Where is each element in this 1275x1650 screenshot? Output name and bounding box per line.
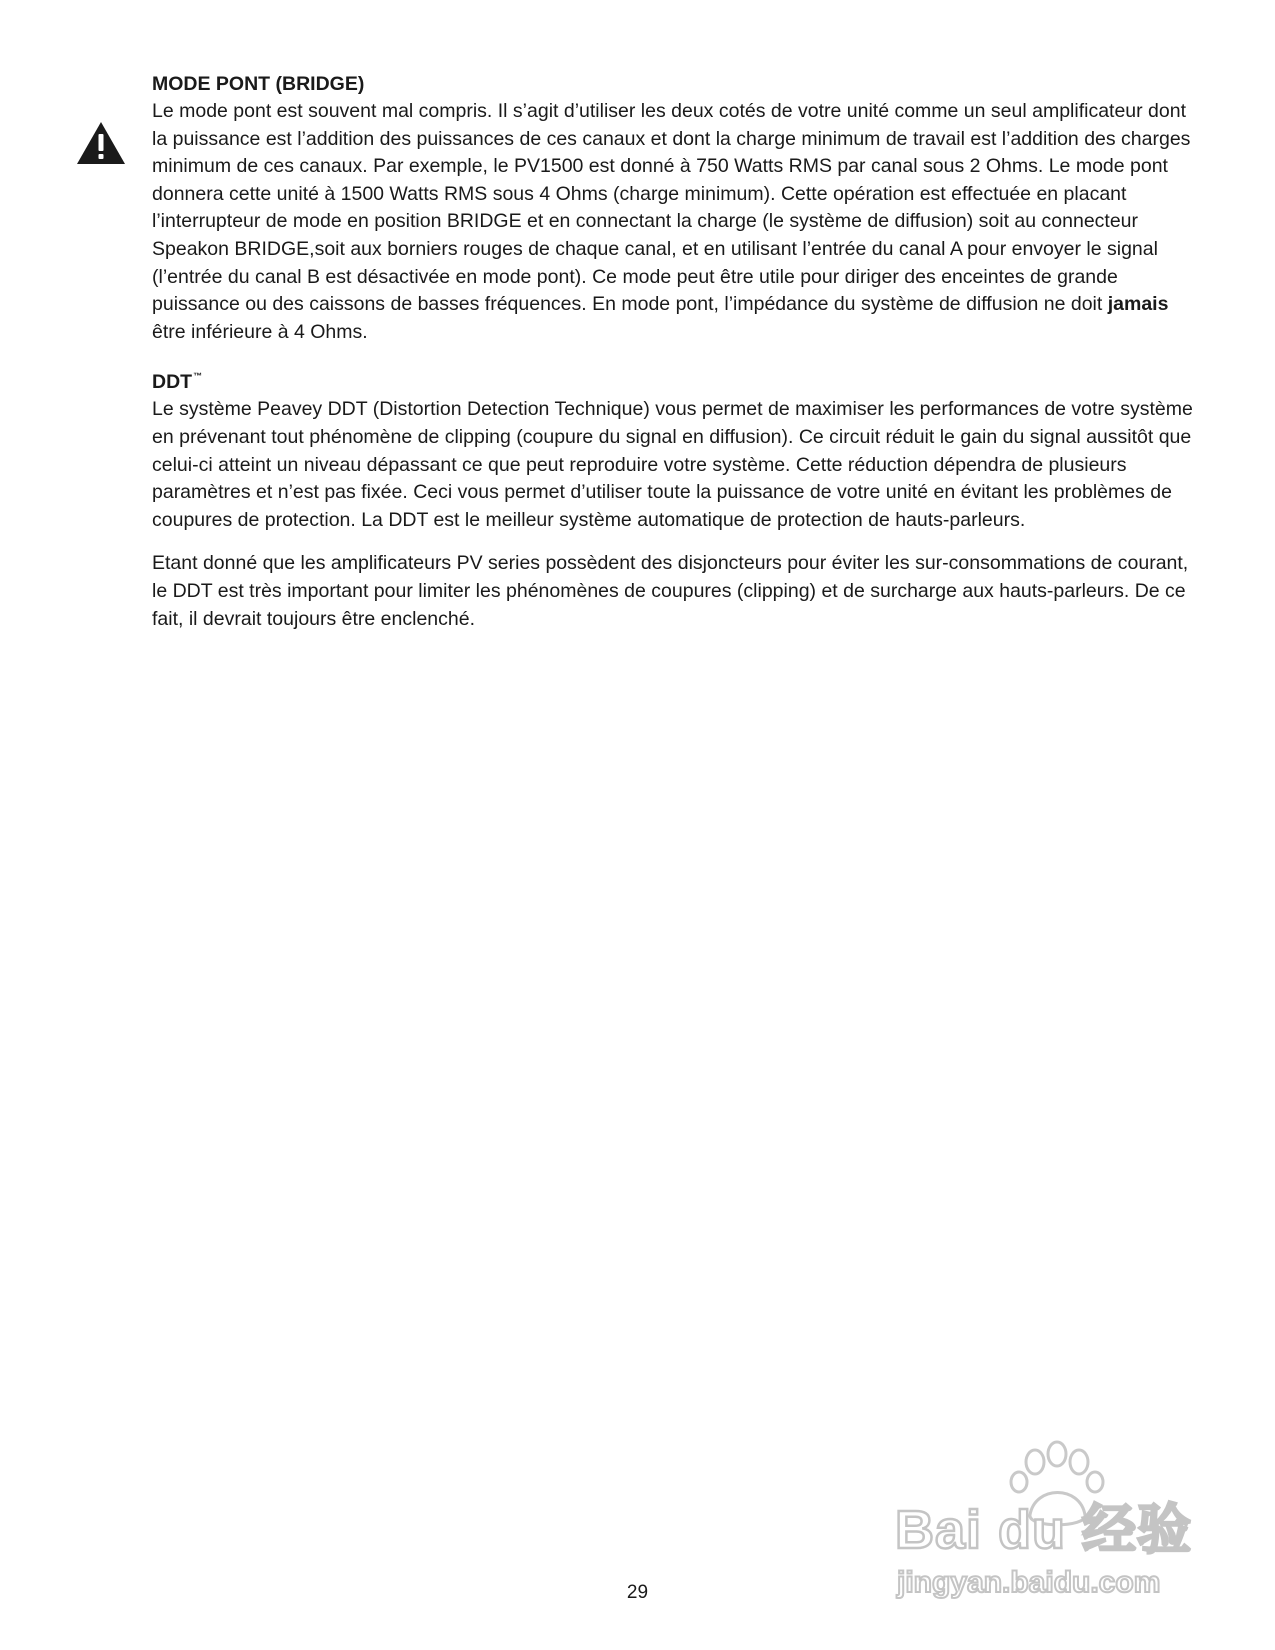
bridge-mode-title: MODE PONT (BRIDGE) xyxy=(152,73,365,95)
document-body xyxy=(152,70,1202,633)
ddt-title xyxy=(152,362,1202,396)
ddt-paragraph-1: Le système Peavey DDT (Distortion Detection Technique) vous permet de maximiser les performances de votre système en prévenant tout phénomène de clipping (coupure du signal en diffusion). Ce circuit réduit le gain du signal aussitôt que celui-ci atteint un niveau dépassant ce que peut reproduire votre système. Cette réduction dépendra de plusieurs paramètres et n’est pas fixée. Ceci vous permet d’utiliser toute la puissance de votre unité en évitant les problèmes de coupures de protection. La DDT est le meilleur système automatique de protection de hauts-parleurs. xyxy=(152,398,1193,531)
ddt-title-text: DDT xyxy=(152,371,193,394)
bridge-bold-word: jamais xyxy=(1107,293,1169,316)
ddt-section xyxy=(152,362,1202,633)
watermark-brand: Bai du 经验 xyxy=(895,1500,1193,1560)
bridge-mode-paragraph xyxy=(152,98,1202,346)
trademark-symbol: ™ xyxy=(193,371,203,382)
baidu-watermark xyxy=(895,1440,1205,1600)
ddt-paragraph-2: Etant donné que les amplificateurs PV series possèdent des disjoncteurs pour éviter les sur-consommations de courant, le DDT est très important pour limiter les phénomènes de coupures (clipping) et de surcharge aux hauts-parleurs. De ce fait, il devrait toujours être enclenché. xyxy=(152,552,1189,630)
bridge-text-start: Le mode pont est souvent mal compris. Il s’agit d’utiliser les deux cotés de votre unité comme un seul amplificateur dont la puissance est l’addition des puissances de ces canaux et dont la charge minimum de travail est l’addition des charges minimum de ces canaux. Par exemple, le PV1500 est donné à 750 Watts RMS par canal sous 2 Ohms. Le mode pont donnera cette unité à 1500 Watts RMS sous 4 Ohms (charge minimum). Cette opération est effectuée en placant l’interrupteur de mode en position BRIDGE et en connectant la charge (le système de diffusion) soit au connecteur Speakon BRIDGE,soit aux borniers rouges de chaque canal, et en utilisant l’entrée du canal A pour envoyer le signal (l’entrée du canal B est désactivée en mode pont). Ce mode peut être utile pour diriger des enceintes de grande puissance ou des caissons de basses fréquences. En mode pont, l’impédance du système de diffusion ne doit xyxy=(152,100,1191,316)
bridge-text-end: être inférieure à 4 Ohms. xyxy=(152,320,368,343)
warning-triangle-icon xyxy=(75,120,127,166)
page-number: 29 xyxy=(626,1582,649,1603)
watermark-url: jingyan.baidu.com xyxy=(897,1566,1161,1599)
bridge-mode-section xyxy=(152,70,1202,346)
